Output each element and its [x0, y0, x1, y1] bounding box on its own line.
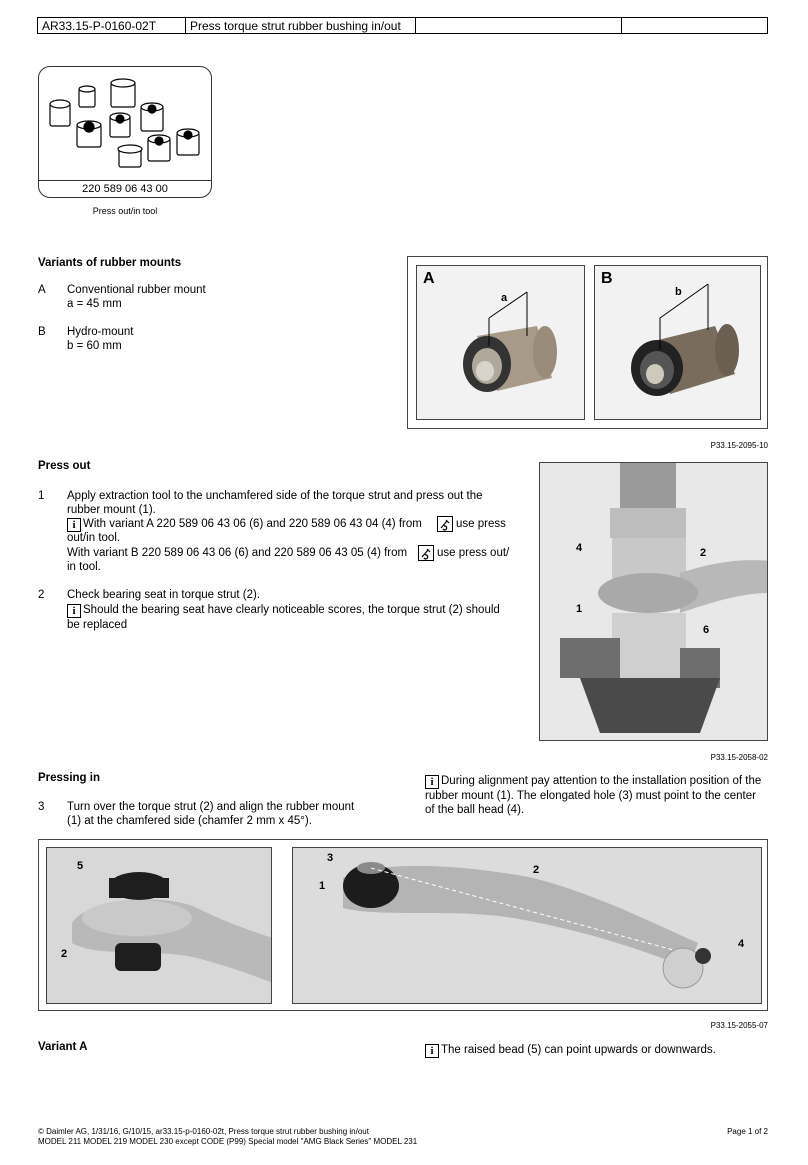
callout-1-right: 1: [319, 880, 326, 892]
variants-figure: [407, 256, 768, 429]
tool-caption: Press out/in tool: [92, 206, 158, 216]
note-variant-b-post: use press out/: [437, 547, 510, 559]
tool-card: [38, 66, 212, 198]
header-table: [37, 17, 768, 34]
footer: [38, 1127, 417, 1147]
panel-label-a: A: [423, 270, 435, 287]
step-3-number: 3: [38, 801, 45, 813]
callout-4: 4: [576, 542, 583, 554]
note-variant-a-post: use press: [456, 518, 506, 530]
callout-5: 5: [77, 860, 84, 872]
variant-a-heading: Variant A: [38, 1041, 88, 1053]
dim-a-label: a: [501, 292, 508, 304]
strut-overview: [292, 847, 762, 1004]
doc-code: AR33.15-P-0160-02T: [38, 18, 186, 33]
note-variant-a-line2: out/in tool.: [67, 532, 121, 544]
variant-a-letter: A: [38, 284, 46, 296]
variant-a-note: i The raised bead (5) can point upwards or downwards.: [425, 1043, 768, 1058]
press-out-heading: Press out: [38, 460, 91, 472]
footer-line-2: MODEL 211 MODEL 219 MODEL 230 except CODE (P99) Special model "AMG Black Series" MODEL 231: [38, 1137, 418, 1146]
pressing-in-note: i During alignment pay attention to the installation position of the rubber mount (1). The elongated hole (3) must point to the center of the ball head (4).: [425, 775, 762, 816]
note-variant-b-line2: in tool.: [67, 561, 101, 573]
header-empty-2: [622, 18, 767, 33]
info-icon: i: [425, 1044, 439, 1058]
step-3-text: Turn over the torque strut (2) and align the rubber mount (1) at the chamfered side (chamfer 2 mm x 45°).: [67, 801, 355, 827]
step-2-number: 2: [38, 589, 45, 601]
panel-label-b: B: [601, 270, 613, 287]
callout-2: 2: [700, 547, 707, 559]
tool-set-illustration: [39, 67, 211, 177]
variants-figure-ref: P33.15-2095-10: [710, 441, 768, 450]
note-variant-b: With variant B 220 589 06 43 06 (6) and 220 589 06 43 05 (4) from: [67, 547, 408, 559]
step-1-number: 1: [38, 490, 45, 502]
tool-part-number: 220 589 06 43 00: [82, 183, 168, 195]
info-icon: i: [425, 775, 439, 789]
page-number: Page 1 of 2: [727, 1127, 768, 1136]
callout-3: 3: [327, 852, 334, 864]
press-out-figure: [539, 462, 768, 741]
callout-2-right: 2: [533, 864, 540, 876]
callout-4-right: 4: [738, 938, 745, 950]
tool-reference-icon-b[interactable]: [418, 545, 436, 564]
variants-heading: Variants of rubber mounts: [38, 257, 182, 269]
info-icon: i: [67, 604, 81, 618]
variant-a-dim: a = 45 mm: [67, 298, 122, 310]
variant-a-panel: [416, 265, 585, 420]
press-out-figure-ref: P33.15-2058-02: [710, 753, 768, 762]
pressing-in-figure-ref: P33.15-2055-07: [710, 1021, 768, 1030]
footer-line-1: © Daimler AG, 1/31/16, G/10/15, ar33.15-p-0160-02t, Press torque strut rubber bushing in/out: [38, 1127, 369, 1136]
mount-a-illustration: [417, 266, 584, 419]
press-out-illustration: [540, 463, 768, 741]
callout-2-left: 2: [61, 948, 68, 960]
variant-b-desc: Hydro-mount: [67, 326, 134, 338]
step-1-text: Apply extraction tool to the unchamfered side of the torque strut and press out the rubber mount (1).: [67, 490, 483, 516]
pressing-in-heading: Pressing in: [38, 772, 100, 784]
tool-reference-icon[interactable]: [437, 516, 455, 535]
pressing-in-figure: [38, 839, 768, 1011]
tool-icon: [437, 516, 453, 532]
step-2-note: i Should the bearing seat have clearly noticeable scores, the torque strut (2) should be replaced: [67, 604, 500, 631]
variant-a-desc: Conventional rubber mount: [67, 284, 206, 296]
info-icon: i: [67, 518, 81, 532]
step-2-text: Check bearing seat in torque strut (2).: [67, 589, 261, 601]
doc-title: Press torque strut rubber bushing in/out: [186, 18, 416, 33]
variant-b-panel: [594, 265, 761, 420]
variant-a-closeup: [46, 847, 272, 1004]
variant-b-letter: B: [38, 326, 46, 338]
tool-icon: [418, 545, 434, 561]
variant-b-dim: b = 60 mm: [67, 340, 122, 352]
callout-1: 1: [576, 603, 583, 615]
strut-overview-illustration: [293, 848, 762, 1004]
dim-b-label: b: [675, 286, 682, 298]
header-empty-1: [416, 18, 622, 33]
note-variant-a: i With variant A 220 589 06 43 06 (6) and 220 589 06 43 04 (4) from: [67, 517, 512, 532]
callout-6: 6: [703, 624, 710, 636]
